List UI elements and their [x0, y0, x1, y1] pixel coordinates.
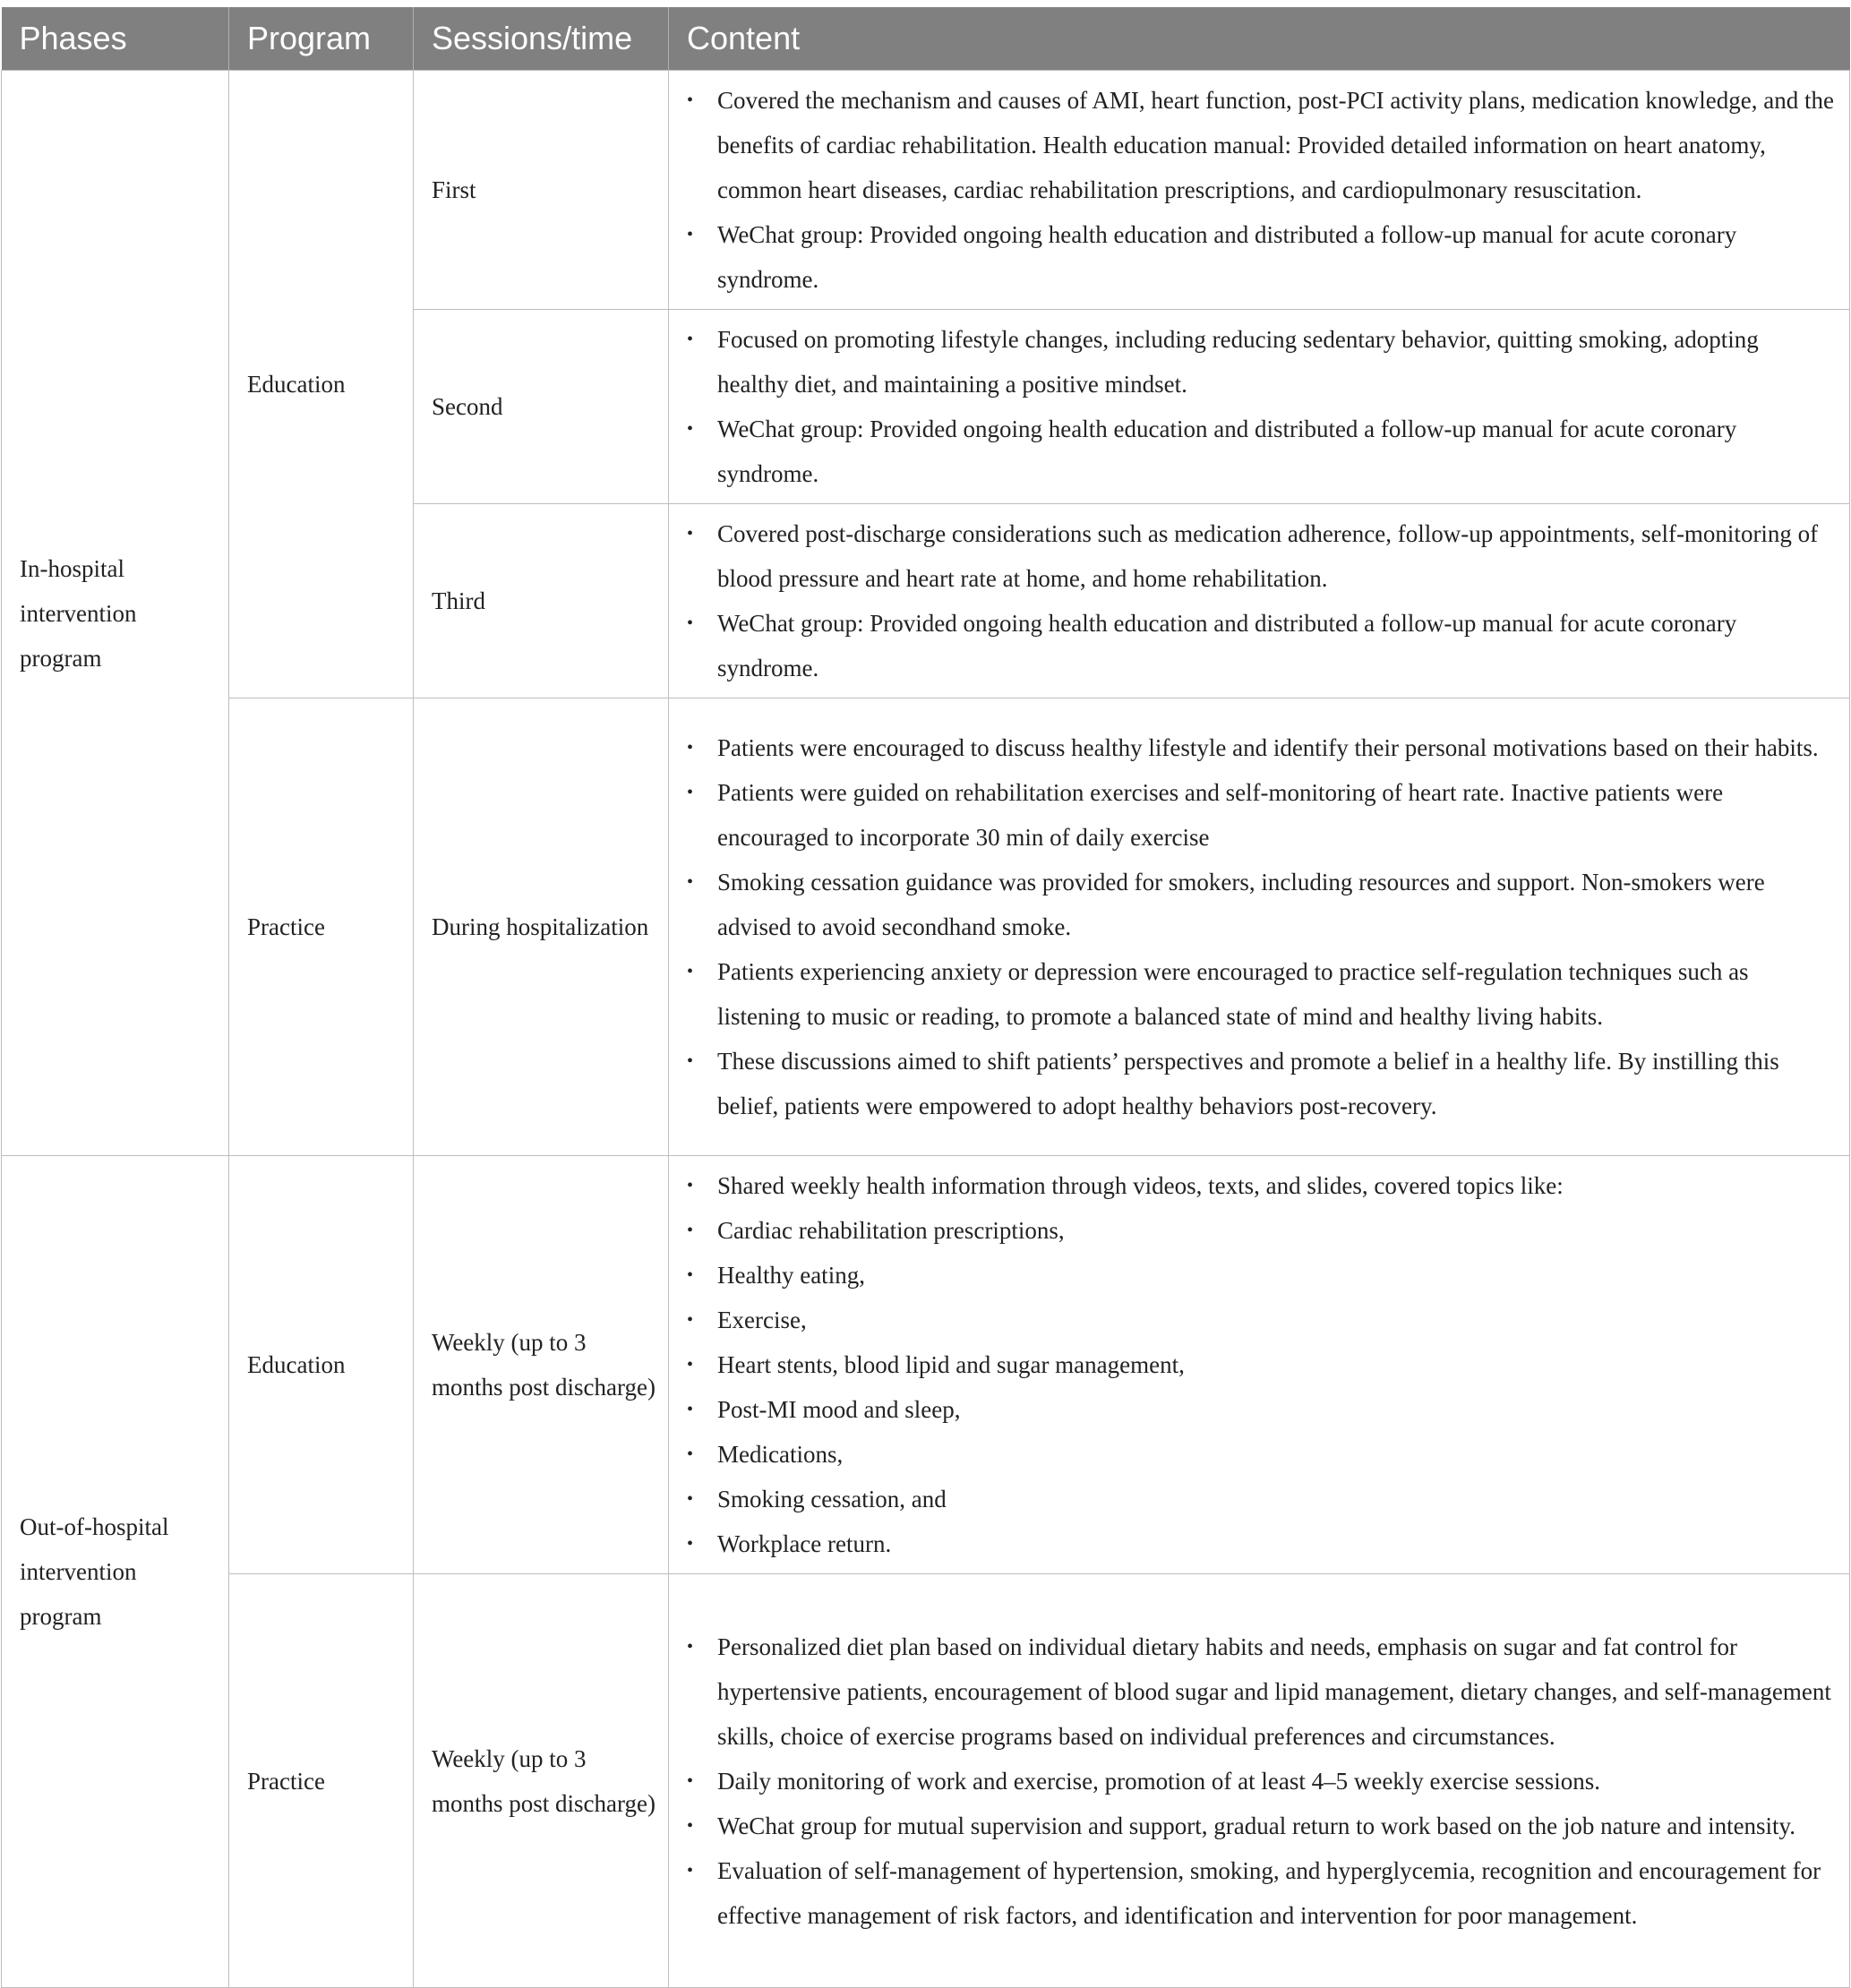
list-item-text: Exercise,: [717, 1307, 807, 1333]
list-item-text: Post-MI mood and sleep,: [717, 1396, 961, 1423]
list-item-text: Heart stents, blood lipid and sugar management,: [717, 1351, 1185, 1378]
list-item-text: Smoking cessation, and: [717, 1486, 947, 1512]
list-item: [685, 212, 1835, 302]
phase-cell-out-of-hospital: Out-of-hospital intervention program: [2, 1156, 229, 1988]
list-item-text: Shared weekly health information through videos, texts, and slides, covered topics like:: [717, 1172, 1564, 1199]
content-cell: [669, 504, 1850, 698]
list-item-text: Personalized diet plan based on individual dietary habits and needs, emphasis on sugar and fat control for hypertensive patients, encouragement of blood sugar and lipid management, dietary changes, and self-management skills, choice of exercise programs based on individual preferences and circumstances.: [717, 1632, 1831, 1750]
list-item: [685, 317, 1835, 407]
list-item-text: Smoking cessation guidance was provided for smokers, including resources and support. Non-smokers were advised to avoid secondhand smoke.: [717, 869, 1765, 940]
table-row: [2, 1574, 1850, 1988]
bullet-icon: •: [687, 783, 694, 802]
list-item-text: Daily monitoring of work and exercise, promotion of at least 4–5 weekly exercise sessions.: [717, 1767, 1601, 1795]
list-item: [685, 1298, 1835, 1342]
list-item: [685, 725, 1835, 770]
list-item-text: These discussions aimed to shift patients’ perspectives and promote a belief in a healthy life. By instilling this belief, patients were empowered to adopt healthy behaviors post-recovery.: [717, 1048, 1779, 1119]
bullet-list: [685, 78, 1835, 302]
list-item: [685, 1521, 1835, 1566]
list-item-text: Covered post-discharge considerations such as medication adherence, follow-up appointments, self-monitoring of blood pressure and heart rate at home, and home rehabilitation.: [717, 520, 1819, 592]
header-phases: Phases: [2, 7, 229, 71]
list-item-text: Patients were guided on rehabilitation exercises and self-monitoring of heart rate. Inactive patients were encouraged to incorporate 30 min of daily exercise: [717, 779, 1724, 851]
list-item: [685, 78, 1835, 212]
list-item: [685, 1253, 1835, 1298]
list-item-text: Healthy eating,: [717, 1262, 865, 1289]
list-item: [685, 1432, 1835, 1477]
list-item-text: Evaluation of self-management of hypertension, smoking, and hyperglycemia, recognition and encouragement for effective management of risk factors, and identification and intervention for poor management.: [717, 1856, 1821, 1929]
list-item: [685, 1387, 1835, 1432]
table-header: [2, 7, 1850, 71]
list-item-text: WeChat group: Provided ongoing health education and distributed a follow-up manual for acute coronary syndrome.: [717, 221, 1737, 293]
bullet-icon: •: [687, 872, 694, 892]
list-item: [685, 1039, 1835, 1128]
list-item-text: WeChat group for mutual supervision and support, gradual return to work based on the job nature and intensity.: [717, 1812, 1796, 1839]
bullet-icon: •: [687, 962, 694, 981]
bullet-icon: •: [687, 1444, 694, 1464]
table-row: [2, 71, 1850, 310]
list-item-text: Patients experiencing anxiety or depression were encouraged to practice self-regulation techniques such as listening to music or reading, to promote a balanced state of mind and healthy living habits.: [717, 958, 1749, 1030]
bullet-icon: •: [687, 1176, 694, 1195]
bullet-icon: •: [687, 1221, 694, 1240]
program-cell-practice: Practice: [229, 1574, 414, 1988]
bullet-icon: •: [687, 90, 694, 110]
bullet-icon: •: [687, 1310, 694, 1330]
bullet-icon: •: [687, 738, 694, 758]
program-cell-education: Education: [229, 1156, 414, 1574]
content-cell: [669, 698, 1850, 1156]
session-cell: During hospitalization: [414, 698, 669, 1156]
header-row: [2, 7, 1850, 71]
bullet-icon: •: [687, 225, 694, 244]
list-item: [685, 1624, 1835, 1759]
bullet-icon: •: [687, 1489, 694, 1509]
program-cell-practice: Practice: [229, 698, 414, 1156]
content-cell: [669, 1156, 1850, 1574]
phase-cell-in-hospital: In-hospital intervention program: [2, 71, 229, 1156]
bullet-icon: •: [687, 524, 694, 544]
bullet-list: [685, 1624, 1835, 1938]
session-cell: Second: [414, 310, 669, 504]
list-item: [685, 860, 1835, 949]
session-cell: Weekly (up to 3 months post discharge): [414, 1574, 669, 1988]
bullet-icon: •: [687, 613, 694, 633]
list-item: [685, 1208, 1835, 1253]
program-cell-education: Education: [229, 71, 414, 698]
list-item-text: Patients were encouraged to discuss healthy lifestyle and identify their personal motivations based on their habits.: [717, 734, 1819, 761]
session-cell: Weekly (up to 3 months post discharge): [414, 1156, 669, 1574]
header-program: Program: [229, 7, 414, 71]
list-item: [685, 1477, 1835, 1521]
bullet-list: [685, 511, 1835, 690]
list-item-text: Focused on promoting lifestyle changes, including reducing sedentary behavior, quitting smoking, adopting healthy diet, and maintaining a positive mindset.: [717, 326, 1759, 398]
bullet-list: [685, 1163, 1835, 1566]
bullet-icon: •: [687, 1265, 694, 1285]
bullet-icon: •: [687, 1051, 694, 1071]
table-body: [2, 71, 1850, 1988]
list-item: [685, 1848, 1835, 1938]
list-item-text: Workplace return.: [717, 1530, 892, 1557]
bullet-icon: •: [687, 1636, 694, 1657]
header-sessions: Sessions/time: [414, 7, 669, 71]
bullet-icon: •: [687, 419, 694, 439]
list-item: [685, 1759, 1835, 1804]
content-cell: [669, 310, 1850, 504]
header-content: Content: [669, 7, 1850, 71]
list-item-text: Cardiac rehabilitation prescriptions,: [717, 1217, 1065, 1244]
list-item: [685, 1163, 1835, 1208]
table-row: [2, 1156, 1850, 1574]
bullet-list: [685, 317, 1835, 496]
list-item: [685, 1804, 1835, 1848]
table-row: [2, 698, 1850, 1156]
bullet-icon: •: [687, 1400, 694, 1419]
bullet-icon: •: [687, 1860, 694, 1881]
bullet-icon: •: [687, 1815, 694, 1836]
list-item: [685, 1342, 1835, 1387]
content-cell: [669, 1574, 1850, 1988]
list-item-text: WeChat group: Provided ongoing health education and distributed a follow-up manual for acute coronary syndrome.: [717, 610, 1737, 681]
list-item: [685, 407, 1835, 496]
list-item-text: WeChat group: Provided ongoing health education and distributed a follow-up manual for acute coronary syndrome.: [717, 416, 1737, 487]
bullet-icon: •: [687, 330, 694, 349]
bullet-icon: •: [687, 1355, 694, 1375]
list-item: [685, 511, 1835, 601]
content-cell: [669, 71, 1850, 310]
list-item: [685, 949, 1835, 1039]
session-cell: Third: [414, 504, 669, 698]
bullet-list: [685, 725, 1835, 1128]
list-item-text: Covered the mechanism and causes of AMI, heart function, post-PCI activity plans, medication knowledge, and the benefits of cardiac rehabilitation. Health education manual: Provided detailed information on heart anatomy, common heart diseases, cardiac rehabilitation prescriptions, and cardiopulmonary resuscitation.: [717, 87, 1834, 203]
list-item: [685, 601, 1835, 690]
bullet-icon: •: [687, 1770, 694, 1791]
intervention-table: [1, 7, 1850, 1988]
bullet-icon: •: [687, 1534, 694, 1554]
session-cell: First: [414, 71, 669, 310]
list-item-text: Medications,: [717, 1441, 844, 1468]
list-item: [685, 770, 1835, 860]
